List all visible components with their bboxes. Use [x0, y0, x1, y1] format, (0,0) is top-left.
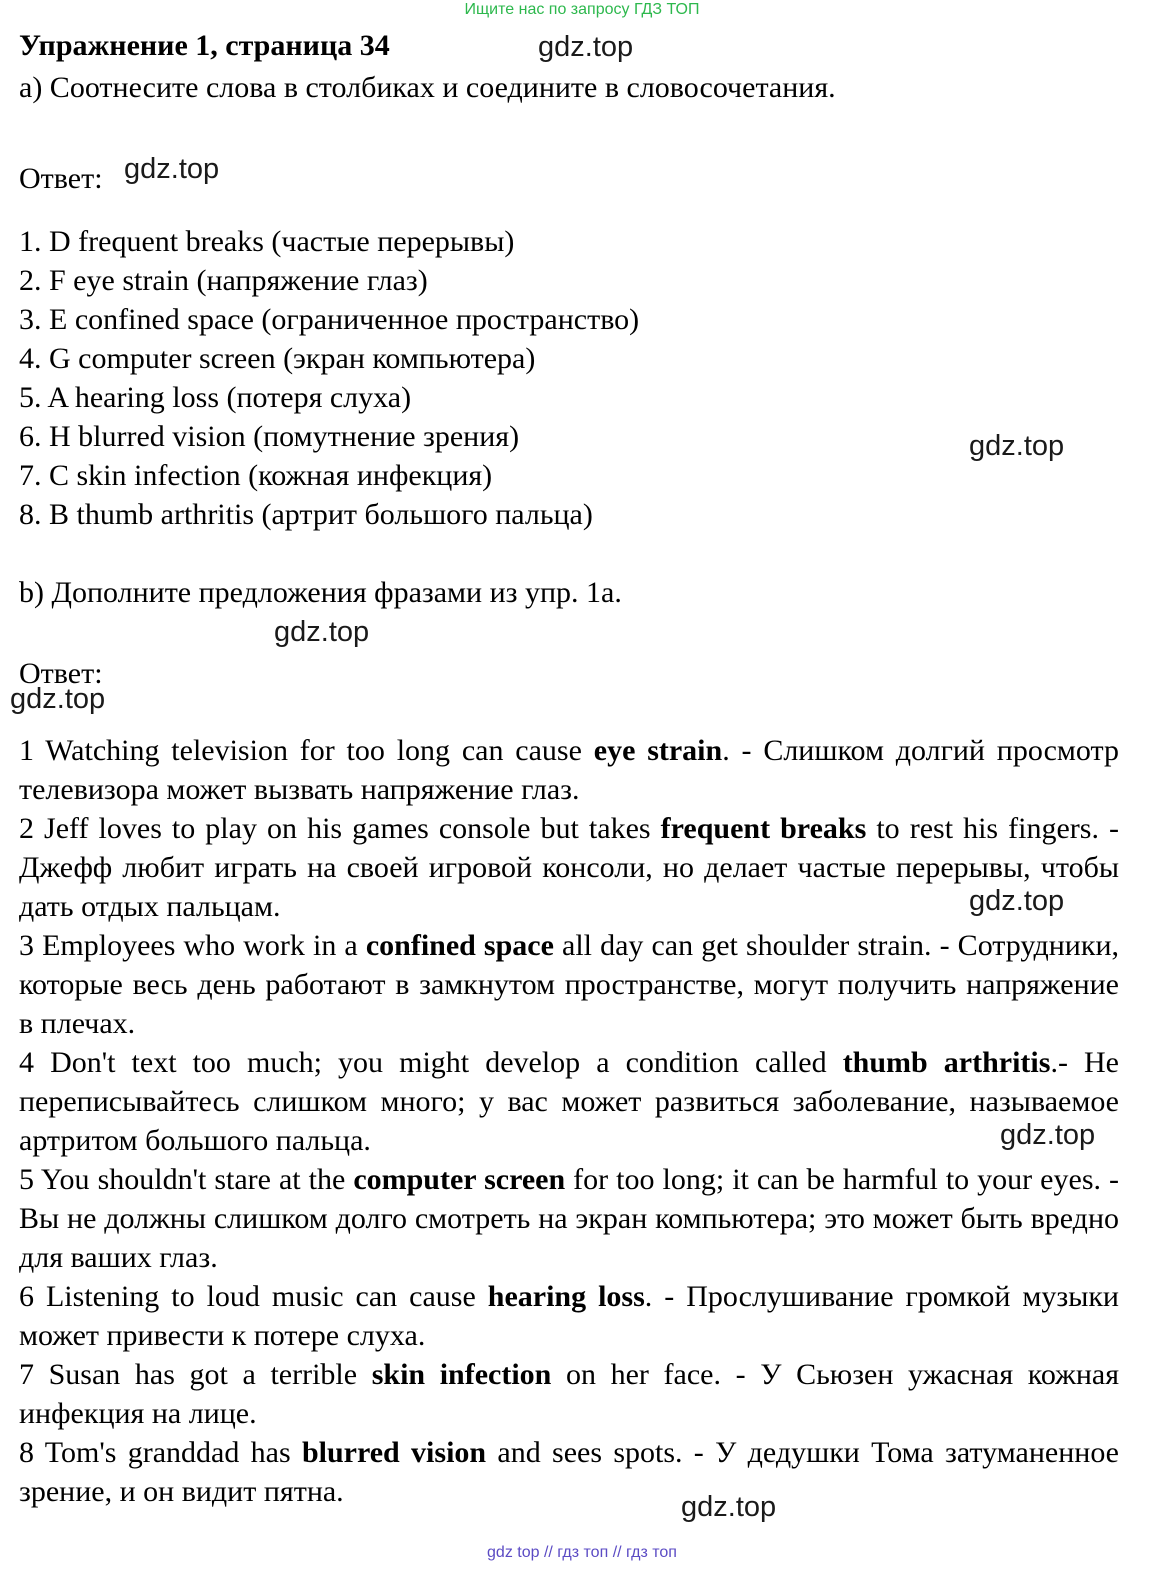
list-item: 6. H blurred vision (помутнение зрения): [19, 420, 520, 453]
sentence-answer: thumb arthritis: [842, 1046, 1051, 1079]
sentence-answer: frequent breaks: [660, 812, 867, 845]
watermark: gdz.top: [969, 430, 1065, 462]
sentence-text: 8 Tom's granddad has: [19, 1436, 302, 1469]
top-banner: Ищите нас по запросу ГДЗ ТОП: [464, 1, 700, 18]
task-b-instruction: b) Дополните предложения фразами из упр. 1a.: [19, 576, 622, 609]
list-item: 1. D frequent breaks (частые перерывы): [19, 225, 515, 258]
list-item: 2. F eye strain (напряжение глаз): [19, 264, 428, 297]
sentence-item: [19, 926, 1119, 1043]
sentence-text: 1 Watching television for too long can cause: [19, 734, 594, 767]
sentence-item: [19, 809, 1119, 926]
list-item: 8. B thumb arthritis (артрит большого пальца): [19, 498, 593, 531]
task-a-instruction: a) Соотнесите слова в столбиках и соедините в словосочетания.: [19, 71, 836, 104]
sentence-item: [19, 1433, 1119, 1511]
list-item: 5. A hearing loss (потеря слуха): [19, 381, 412, 414]
sentence-answer: computer screen: [353, 1163, 566, 1196]
sentence-item: [19, 1355, 1119, 1433]
sentence-text: 2 Jeff loves to play on his games console but takes: [19, 812, 661, 845]
matching-answer-list: [19, 222, 1119, 534]
sentence-translation: .- Не переписывайтесь слишком много; у вас может развиться заболевание, называемое артритом большого пальца.: [19, 1046, 1119, 1157]
bottom-banner: gdz top // гдз топ // гдз топ: [487, 1544, 677, 1561]
sentence-translation: to rest his fingers. - Джефф любит играть на своей игровой консоли, но делает частые перерывы, чтобы дать отдых пальцам.: [19, 812, 1119, 923]
exercise-title: Упражнение 1, страница 34: [19, 29, 390, 62]
sentence-translation: . - Слишком долгий просмотр телевизора может вызвать напряжение глаз.: [19, 734, 1119, 806]
sentence-answer: skin infection: [371, 1358, 552, 1391]
sentence-answer: blurred vision: [301, 1436, 487, 1469]
spacer: [19, 107, 1119, 146]
sentence-text: 5 You shouldn't stare at the: [19, 1163, 354, 1196]
sentence-text: 4 Don't text too much; you might develop a condition called: [19, 1046, 843, 1079]
sentence-text: 7 Susan has got a terrible: [19, 1358, 372, 1391]
list-item: 3. E confined space (ограниченное пространство): [19, 303, 640, 336]
answer-label-b: Ответ:: [19, 657, 103, 690]
sentence-item: [19, 1043, 1119, 1160]
sentence-answer: hearing loss: [487, 1280, 645, 1313]
sentence-translation: . - Прослушивание громкой музыки может привести к потере слуха.: [19, 1280, 1119, 1352]
sentence-item: [19, 731, 1119, 809]
sentence-translation: and sees spots. - У дедушки Тома затуманенное зрение, и он видит пятна.: [19, 1436, 1120, 1508]
watermark: gdz.top: [274, 616, 370, 648]
sentence-list: [19, 731, 1119, 1511]
watermark: gdz.top: [10, 683, 106, 715]
sentence-translation: on her face. - У Сьюзен ужасная кожная инфекция на лице.: [19, 1358, 1119, 1430]
list-item: 7. C skin infection (кожная инфекция): [19, 459, 493, 492]
sentence-item: [19, 1277, 1119, 1355]
watermark: gdz.top: [538, 31, 634, 63]
watermark: gdz.top: [1000, 1119, 1096, 1151]
sentence-translation: for too long; it can be harmful to your eyes. - Вы не должны слишком долго смотреть на экран компьютера; это может быть вредно для ваших глаз.: [19, 1163, 1119, 1274]
list-item: 4. G computer screen (экран компьютера): [19, 342, 536, 375]
spacer: [19, 534, 1119, 573]
sentence-answer: confined space: [365, 929, 554, 962]
document-body: [19, 30, 1119, 1511]
sentence-item: [19, 1160, 1119, 1277]
watermark: gdz.top: [681, 1491, 777, 1523]
sentence-translation: all day can get shoulder strain. - Сотрудники, которые весь день работают в замкнутом пространстве, могут получить напряжение в плечах.: [19, 929, 1119, 1040]
sentence-answer: eye strain: [593, 734, 723, 767]
sentence-text: 6 Listening to loud music can cause: [19, 1280, 488, 1313]
watermark: gdz.top: [124, 153, 220, 185]
answer-label-a: Ответ:: [19, 162, 103, 195]
watermark: gdz.top: [969, 885, 1065, 917]
sentence-text: 3 Employees who work in a: [19, 929, 366, 962]
